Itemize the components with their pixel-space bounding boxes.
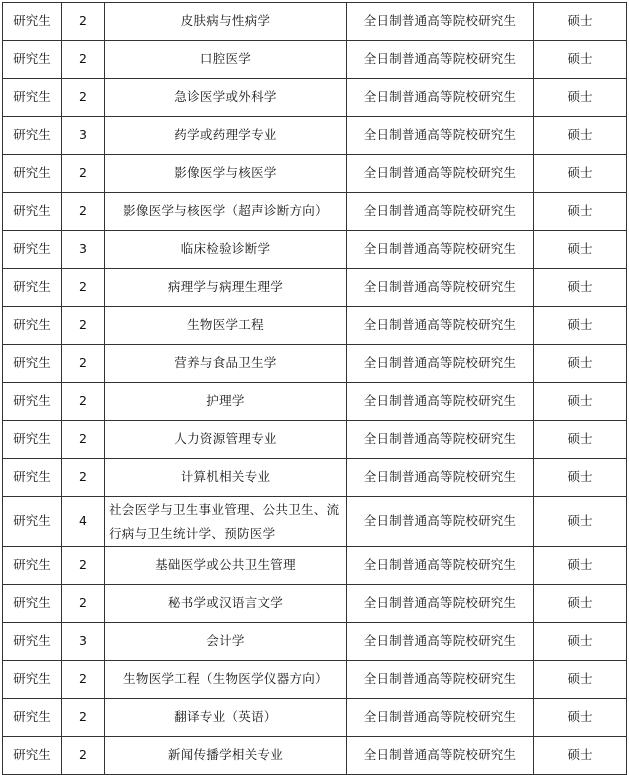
- study-form-cell: 全日制普通高等院校研究生: [347, 383, 534, 421]
- table-row: [3, 155, 627, 193]
- table-row: [3, 41, 627, 79]
- table-row: [3, 459, 627, 497]
- major-cell: 药学或药理学专业: [105, 117, 347, 155]
- headcount-cell: 2: [62, 193, 105, 231]
- headcount-cell: 2: [62, 737, 105, 775]
- study-form-cell: 全日制普通高等院校研究生: [347, 623, 534, 661]
- degree-cell: 硕士: [534, 345, 627, 383]
- education-type-cell: 研究生: [3, 421, 62, 459]
- degree-cell: 硕士: [534, 79, 627, 117]
- major-cell: 皮肤病与性病学: [105, 3, 347, 41]
- table-row: [3, 737, 627, 775]
- study-form-cell: 全日制普通高等院校研究生: [347, 421, 534, 459]
- education-type-cell: 研究生: [3, 3, 62, 41]
- major-cell: 会计学: [105, 623, 347, 661]
- headcount-cell: 3: [62, 231, 105, 269]
- education-type-cell: 研究生: [3, 345, 62, 383]
- degree-cell: 硕士: [534, 497, 627, 547]
- table-row: [3, 269, 627, 307]
- headcount-cell: 2: [62, 421, 105, 459]
- study-form-cell: 全日制普通高等院校研究生: [347, 547, 534, 585]
- study-form-cell: 全日制普通高等院校研究生: [347, 737, 534, 775]
- table-row: [3, 623, 627, 661]
- degree-cell: 硕士: [534, 117, 627, 155]
- education-type-cell: 研究生: [3, 231, 62, 269]
- degree-cell: 硕士: [534, 459, 627, 497]
- major-cell: 基础医学或公共卫生管理: [105, 547, 347, 585]
- table-row: [3, 699, 627, 737]
- recruitment-table-container: [2, 2, 627, 775]
- study-form-cell: 全日制普通高等院校研究生: [347, 117, 534, 155]
- degree-cell: 硕士: [534, 231, 627, 269]
- education-type-cell: 研究生: [3, 193, 62, 231]
- table-row: [3, 383, 627, 421]
- degree-cell: 硕士: [534, 623, 627, 661]
- study-form-cell: 全日制普通高等院校研究生: [347, 345, 534, 383]
- study-form-cell: 全日制普通高等院校研究生: [347, 699, 534, 737]
- table-row: [3, 3, 627, 41]
- major-cell: 护理学: [105, 383, 347, 421]
- table-row: [3, 231, 627, 269]
- education-type-cell: 研究生: [3, 699, 62, 737]
- table-row: [3, 421, 627, 459]
- study-form-cell: 全日制普通高等院校研究生: [347, 79, 534, 117]
- headcount-cell: 2: [62, 345, 105, 383]
- study-form-cell: 全日制普通高等院校研究生: [347, 155, 534, 193]
- education-type-cell: 研究生: [3, 269, 62, 307]
- degree-cell: 硕士: [534, 547, 627, 585]
- table-row: [3, 497, 627, 547]
- degree-cell: 硕士: [534, 193, 627, 231]
- major-cell: 营养与食品卫生学: [105, 345, 347, 383]
- education-type-cell: 研究生: [3, 623, 62, 661]
- major-cell: 临床检验诊断学: [105, 231, 347, 269]
- degree-cell: 硕士: [534, 307, 627, 345]
- headcount-cell: 3: [62, 623, 105, 661]
- education-type-cell: 研究生: [3, 661, 62, 699]
- major-cell: 急诊医学或外科学: [105, 79, 347, 117]
- education-type-cell: 研究生: [3, 41, 62, 79]
- major-cell: 社会医学与卫生事业管理、公共卫生、流行病与卫生统计学、预防医学: [105, 497, 347, 547]
- degree-cell: 硕士: [534, 585, 627, 623]
- major-cell: 计算机相关专业: [105, 459, 347, 497]
- major-cell: 影像医学与核医学（超声诊断方向）: [105, 193, 347, 231]
- table-row: [3, 79, 627, 117]
- headcount-cell: 2: [62, 459, 105, 497]
- headcount-cell: 3: [62, 117, 105, 155]
- recruitment-table: [2, 2, 627, 775]
- education-type-cell: 研究生: [3, 79, 62, 117]
- headcount-cell: 2: [62, 155, 105, 193]
- headcount-cell: 2: [62, 79, 105, 117]
- major-cell: 秘书学或汉语言文学: [105, 585, 347, 623]
- education-type-cell: 研究生: [3, 585, 62, 623]
- table-body: [3, 3, 627, 775]
- education-type-cell: 研究生: [3, 155, 62, 193]
- study-form-cell: 全日制普通高等院校研究生: [347, 497, 534, 547]
- headcount-cell: 2: [62, 41, 105, 79]
- headcount-cell: 4: [62, 497, 105, 547]
- study-form-cell: 全日制普通高等院校研究生: [347, 193, 534, 231]
- major-cell: 病理学与病理生理学: [105, 269, 347, 307]
- headcount-cell: 2: [62, 661, 105, 699]
- education-type-cell: 研究生: [3, 117, 62, 155]
- study-form-cell: 全日制普通高等院校研究生: [347, 661, 534, 699]
- major-cell: 生物医学工程: [105, 307, 347, 345]
- degree-cell: 硕士: [534, 155, 627, 193]
- education-type-cell: 研究生: [3, 307, 62, 345]
- study-form-cell: 全日制普通高等院校研究生: [347, 269, 534, 307]
- education-type-cell: 研究生: [3, 459, 62, 497]
- study-form-cell: 全日制普通高等院校研究生: [347, 585, 534, 623]
- table-row: [3, 661, 627, 699]
- study-form-cell: 全日制普通高等院校研究生: [347, 41, 534, 79]
- table-row: [3, 117, 627, 155]
- headcount-cell: 2: [62, 699, 105, 737]
- major-cell: 影像医学与核医学: [105, 155, 347, 193]
- table-row: [3, 547, 627, 585]
- study-form-cell: 全日制普通高等院校研究生: [347, 3, 534, 41]
- study-form-cell: 全日制普通高等院校研究生: [347, 231, 534, 269]
- headcount-cell: 2: [62, 307, 105, 345]
- education-type-cell: 研究生: [3, 737, 62, 775]
- table-row: [3, 193, 627, 231]
- major-cell: 口腔医学: [105, 41, 347, 79]
- degree-cell: 硕士: [534, 269, 627, 307]
- degree-cell: 硕士: [534, 383, 627, 421]
- table-row: [3, 345, 627, 383]
- headcount-cell: 2: [62, 383, 105, 421]
- study-form-cell: 全日制普通高等院校研究生: [347, 307, 534, 345]
- headcount-cell: 2: [62, 3, 105, 41]
- table-row: [3, 585, 627, 623]
- study-form-cell: 全日制普通高等院校研究生: [347, 459, 534, 497]
- major-cell: 人力资源管理专业: [105, 421, 347, 459]
- major-cell: 翻译专业（英语）: [105, 699, 347, 737]
- degree-cell: 硕士: [534, 3, 627, 41]
- degree-cell: 硕士: [534, 661, 627, 699]
- degree-cell: 硕士: [534, 699, 627, 737]
- education-type-cell: 研究生: [3, 547, 62, 585]
- degree-cell: 硕士: [534, 737, 627, 775]
- major-cell: 新闻传播学相关专业: [105, 737, 347, 775]
- degree-cell: 硕士: [534, 41, 627, 79]
- headcount-cell: 2: [62, 585, 105, 623]
- education-type-cell: 研究生: [3, 497, 62, 547]
- education-type-cell: 研究生: [3, 383, 62, 421]
- degree-cell: 硕士: [534, 421, 627, 459]
- major-cell: 生物医学工程（生物医学仪器方向）: [105, 661, 347, 699]
- headcount-cell: 2: [62, 547, 105, 585]
- table-row: [3, 307, 627, 345]
- headcount-cell: 2: [62, 269, 105, 307]
